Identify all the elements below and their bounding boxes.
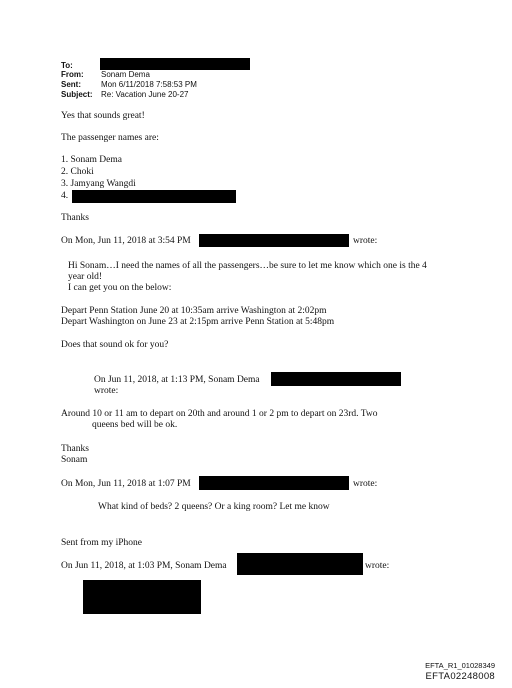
sent-label: Sent:: [61, 80, 81, 89]
itinerary-line: Depart Penn Station June 20 at 10:35am arrive Washington at 2:02pm: [61, 306, 327, 316]
itinerary-line: Depart Washington on June 23 at 2:15pm arrive Penn Station at 5:48pm: [61, 317, 335, 327]
body-line-passenger-intro: The passenger names are:: [61, 133, 159, 143]
bates-number-r1: EFTA_R1_01028349: [425, 661, 495, 670]
question-line: Does that sound ok for you?: [61, 340, 169, 350]
redaction-quote-1: [199, 234, 349, 247]
quote-header-1-wrote: wrote:: [353, 236, 378, 246]
redaction-quoted-body: [83, 580, 201, 614]
message-line: Around 10 or 11 am to depart on 20th and around 1 or 2 pm to depart on 23rd. Two: [61, 409, 378, 419]
sent-from-line: Sent from my iPhone: [61, 538, 143, 548]
quote-header-1: On Mon, Jun 11, 2018 at 3:54 PM: [61, 236, 191, 246]
thanks-line: Thanks: [61, 213, 89, 223]
passenger-item: 2. Choki: [61, 167, 94, 177]
quote-header-4: On Jun 11, 2018, at 1:03 PM, Sonam Dema: [61, 561, 227, 571]
subject-label: Subject:: [61, 90, 93, 99]
to-label: To:: [61, 61, 73, 70]
redaction-quote-4: [237, 553, 363, 575]
quote-header-3: On Mon, Jun 11, 2018 at 1:07 PM: [61, 479, 191, 489]
from-label: From:: [61, 70, 84, 79]
message-line: queens bed will be ok.: [92, 420, 178, 430]
thanks-line: Thanks: [61, 444, 89, 454]
reply-line: year old!: [68, 272, 103, 282]
body-line-confirm: Yes that sounds great!: [61, 111, 145, 121]
bates-number: EFTA02248008: [425, 671, 495, 682]
beds-question: What kind of beds? 2 queens? Or a king room? Let me know: [98, 502, 330, 512]
passenger-item: 3. Jamyang Wangdi: [61, 179, 136, 189]
sent-value: Mon 6/11/2018 7:58:53 PM: [101, 80, 197, 89]
redaction-to: [100, 58, 250, 70]
redaction-quote-2: [271, 372, 401, 386]
redaction-passenger-4: [72, 190, 236, 203]
from-value: Sonam Dema: [101, 70, 150, 79]
passenger-item: 1. Sonam Dema: [61, 155, 122, 165]
subject-value: Re: Vacation June 20-27: [101, 90, 189, 99]
passenger-item: 4.: [61, 191, 69, 201]
quote-header-3-wrote: wrote:: [353, 479, 378, 489]
signature: Sonam: [61, 455, 88, 465]
redaction-quote-3: [199, 476, 349, 490]
quote-header-2-wrote: wrote:: [94, 386, 119, 396]
reply-line: Hi Sonam…I need the names of all the passengers…be sure to let me know which one is the 4: [68, 261, 427, 271]
quote-header-2: On Jun 11, 2018, at 1:13 PM, Sonam Dema: [94, 375, 260, 385]
quote-header-4-wrote: wrote:: [365, 561, 390, 571]
reply-line: I can get you on the below:: [68, 283, 172, 293]
